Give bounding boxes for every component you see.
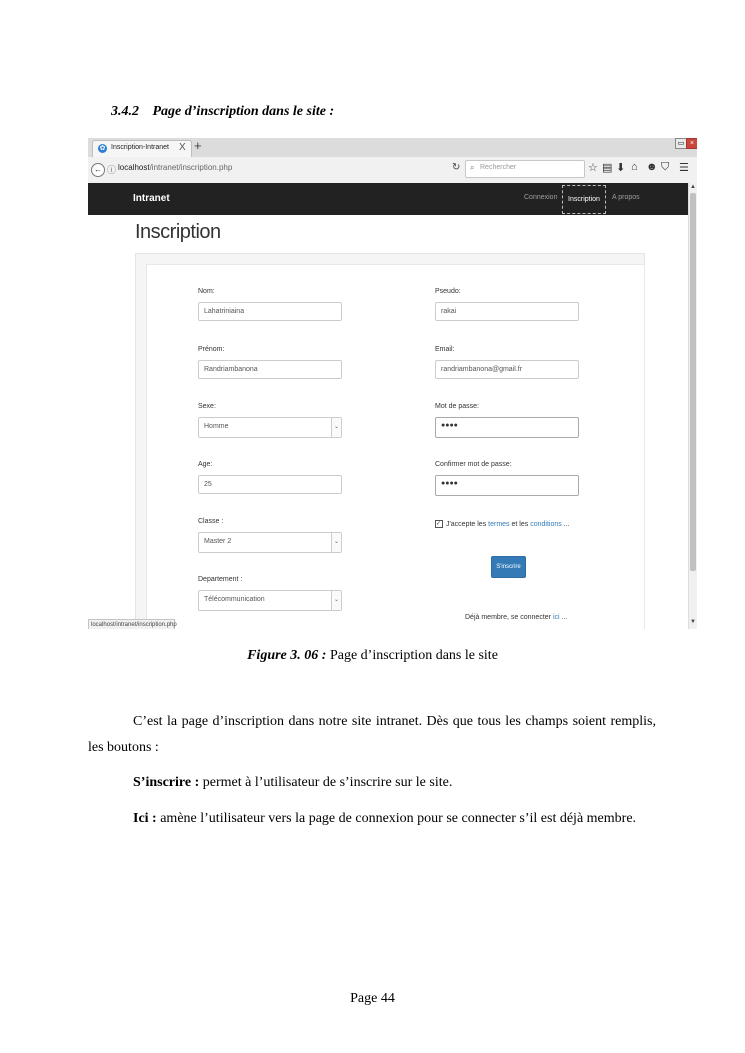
paragraph-1	[88, 709, 656, 761]
password-value: ●●●●	[441, 422, 458, 429]
pseudo-value: rakai	[441, 308, 457, 315]
star-icon[interactable]: ☆	[588, 162, 598, 174]
address-bar-row	[88, 157, 697, 184]
back-icon[interactable]: ←	[91, 163, 105, 177]
terms-row	[435, 520, 570, 528]
browser-search-input[interactable]	[465, 160, 585, 178]
tab-close-icon[interactable]: X	[179, 142, 186, 153]
clipboard-icon[interactable]: ▤	[602, 162, 613, 174]
terms-prefix: J'accepte les	[445, 520, 487, 528]
paragraph-2-text: permet à l’utilisateur de s’inscrire sur le site.	[202, 775, 453, 790]
tab-title: Inscription-Intranet	[111, 144, 169, 151]
paragraph-1-text: C’est la page d’inscription dans notre site intranet. Dès que tous les champs soient remplis, les boutons :	[88, 714, 656, 755]
email-input[interactable]	[435, 360, 579, 379]
nom-label: Nom:	[198, 288, 215, 295]
classe-value: Master 2	[204, 538, 232, 545]
departement-label: Departement :	[198, 576, 243, 583]
email-value: randriambanona@gmail.fr	[441, 366, 523, 373]
age-value: 25	[204, 481, 212, 488]
member-row	[465, 614, 567, 621]
scrollbar[interactable]	[688, 183, 697, 629]
paragraph-3	[88, 806, 656, 832]
scroll-up-icon[interactable]: ▲	[690, 184, 696, 190]
page-title: Inscription	[135, 221, 221, 243]
section-title: Page d’inscription dans le site :	[152, 104, 335, 119]
download-icon[interactable]: ⬇	[616, 162, 626, 174]
password-input[interactable]	[435, 417, 579, 438]
maximize-icon[interactable]: ▭	[675, 138, 687, 149]
confirm-label: Confirmer mot de passe:	[435, 461, 512, 468]
ici-term: Ici :	[133, 811, 157, 826]
departement-select[interactable]	[198, 590, 342, 611]
nav-connexion[interactable]: Connexion	[524, 194, 558, 201]
page-number: Page 44	[350, 991, 395, 1006]
nom-value: Lahatriniaina	[204, 308, 245, 315]
age-input[interactable]	[198, 475, 342, 494]
prenom-label: Prénom:	[198, 346, 225, 353]
section-heading	[111, 104, 334, 120]
departement-value: Télécommunication	[204, 596, 265, 603]
member-suffix: ...	[561, 614, 568, 621]
chevron-down-icon: ⌄	[331, 533, 341, 552]
browser-screenshot	[88, 138, 697, 629]
scroll-down-icon[interactable]: ▼	[690, 619, 696, 625]
terms-suffix: ...	[563, 520, 570, 528]
age-label: Age:	[198, 461, 213, 468]
info-icon[interactable]: ⓘ	[107, 165, 117, 175]
prenom-value: Randriambanona	[204, 366, 258, 373]
pseudo-input[interactable]	[435, 302, 579, 321]
sexe-select[interactable]	[198, 417, 342, 438]
window-controls	[675, 138, 697, 148]
reload-icon[interactable]: ↻	[452, 162, 461, 173]
search-placeholder: Rechercher	[480, 164, 517, 171]
new-tab-button[interactable]: +	[194, 138, 202, 153]
figure-text: Page d’inscription dans le site	[329, 648, 498, 663]
figure-caption	[0, 648, 745, 664]
pocket-icon[interactable]: ⛉	[661, 161, 670, 173]
url-host: localhost	[118, 163, 150, 172]
paragraph-3-text: amène l’utilisateur vers la page de connexion pour se connecter s’il est déjà membre.	[160, 811, 637, 826]
nav-inscription[interactable]: Inscription	[562, 185, 606, 214]
confirm-password-value: ●●●●	[441, 480, 458, 487]
section-number: 3.4.2	[111, 104, 139, 119]
smiley-icon[interactable]: ☻	[646, 161, 658, 173]
tab-strip	[88, 138, 697, 157]
url-path: /intranet/inscription.php	[149, 163, 233, 172]
email-label: Email:	[435, 346, 455, 353]
chevron-down-icon: ⌄	[331, 418, 341, 437]
search-icon: ⌕	[470, 163, 475, 172]
menu-icon[interactable]: ☰	[679, 162, 689, 174]
nom-input[interactable]	[198, 302, 342, 321]
status-bar-url: localhost/intranet/inscription.php	[88, 619, 175, 629]
site-navbar	[88, 183, 688, 215]
termes-link[interactable]: termes	[488, 520, 510, 528]
scroll-thumb[interactable]	[690, 193, 696, 571]
terms-middle: et les	[511, 520, 529, 528]
window-close-icon[interactable]: ×	[686, 138, 697, 149]
paragraph-2	[88, 770, 656, 796]
pseudo-label: Pseudo:	[435, 288, 461, 295]
mdp-label: Mot de passe:	[435, 403, 479, 410]
conditions-link[interactable]: conditions	[530, 520, 562, 528]
figure-label: Figure 3. 06 :	[247, 648, 327, 663]
favicon-icon: ✿	[99, 145, 106, 152]
chevron-down-icon: ⌄	[331, 591, 341, 610]
sinscrire-button[interactable]: S'inscrire	[491, 556, 526, 578]
home-icon[interactable]: ⌂	[631, 161, 638, 173]
nav-apropos[interactable]: A propos	[612, 194, 640, 201]
sexe-value: Homme	[204, 423, 229, 430]
sinscrire-term: S’inscrire :	[133, 775, 200, 790]
prenom-input[interactable]	[198, 360, 342, 379]
classe-label: Classe :	[198, 518, 224, 525]
browser-tab[interactable]	[92, 140, 192, 158]
url-field[interactable]	[118, 163, 232, 172]
ici-link[interactable]: ici	[552, 614, 560, 621]
classe-select[interactable]	[198, 532, 342, 553]
terms-checkbox[interactable]: ✓	[436, 521, 442, 527]
site-brand[interactable]: Intranet	[133, 193, 170, 204]
member-prefix: Déjà membre, se connecter	[465, 614, 551, 621]
confirm-password-input[interactable]	[435, 475, 579, 496]
sexe-label: Sexe:	[198, 403, 216, 410]
